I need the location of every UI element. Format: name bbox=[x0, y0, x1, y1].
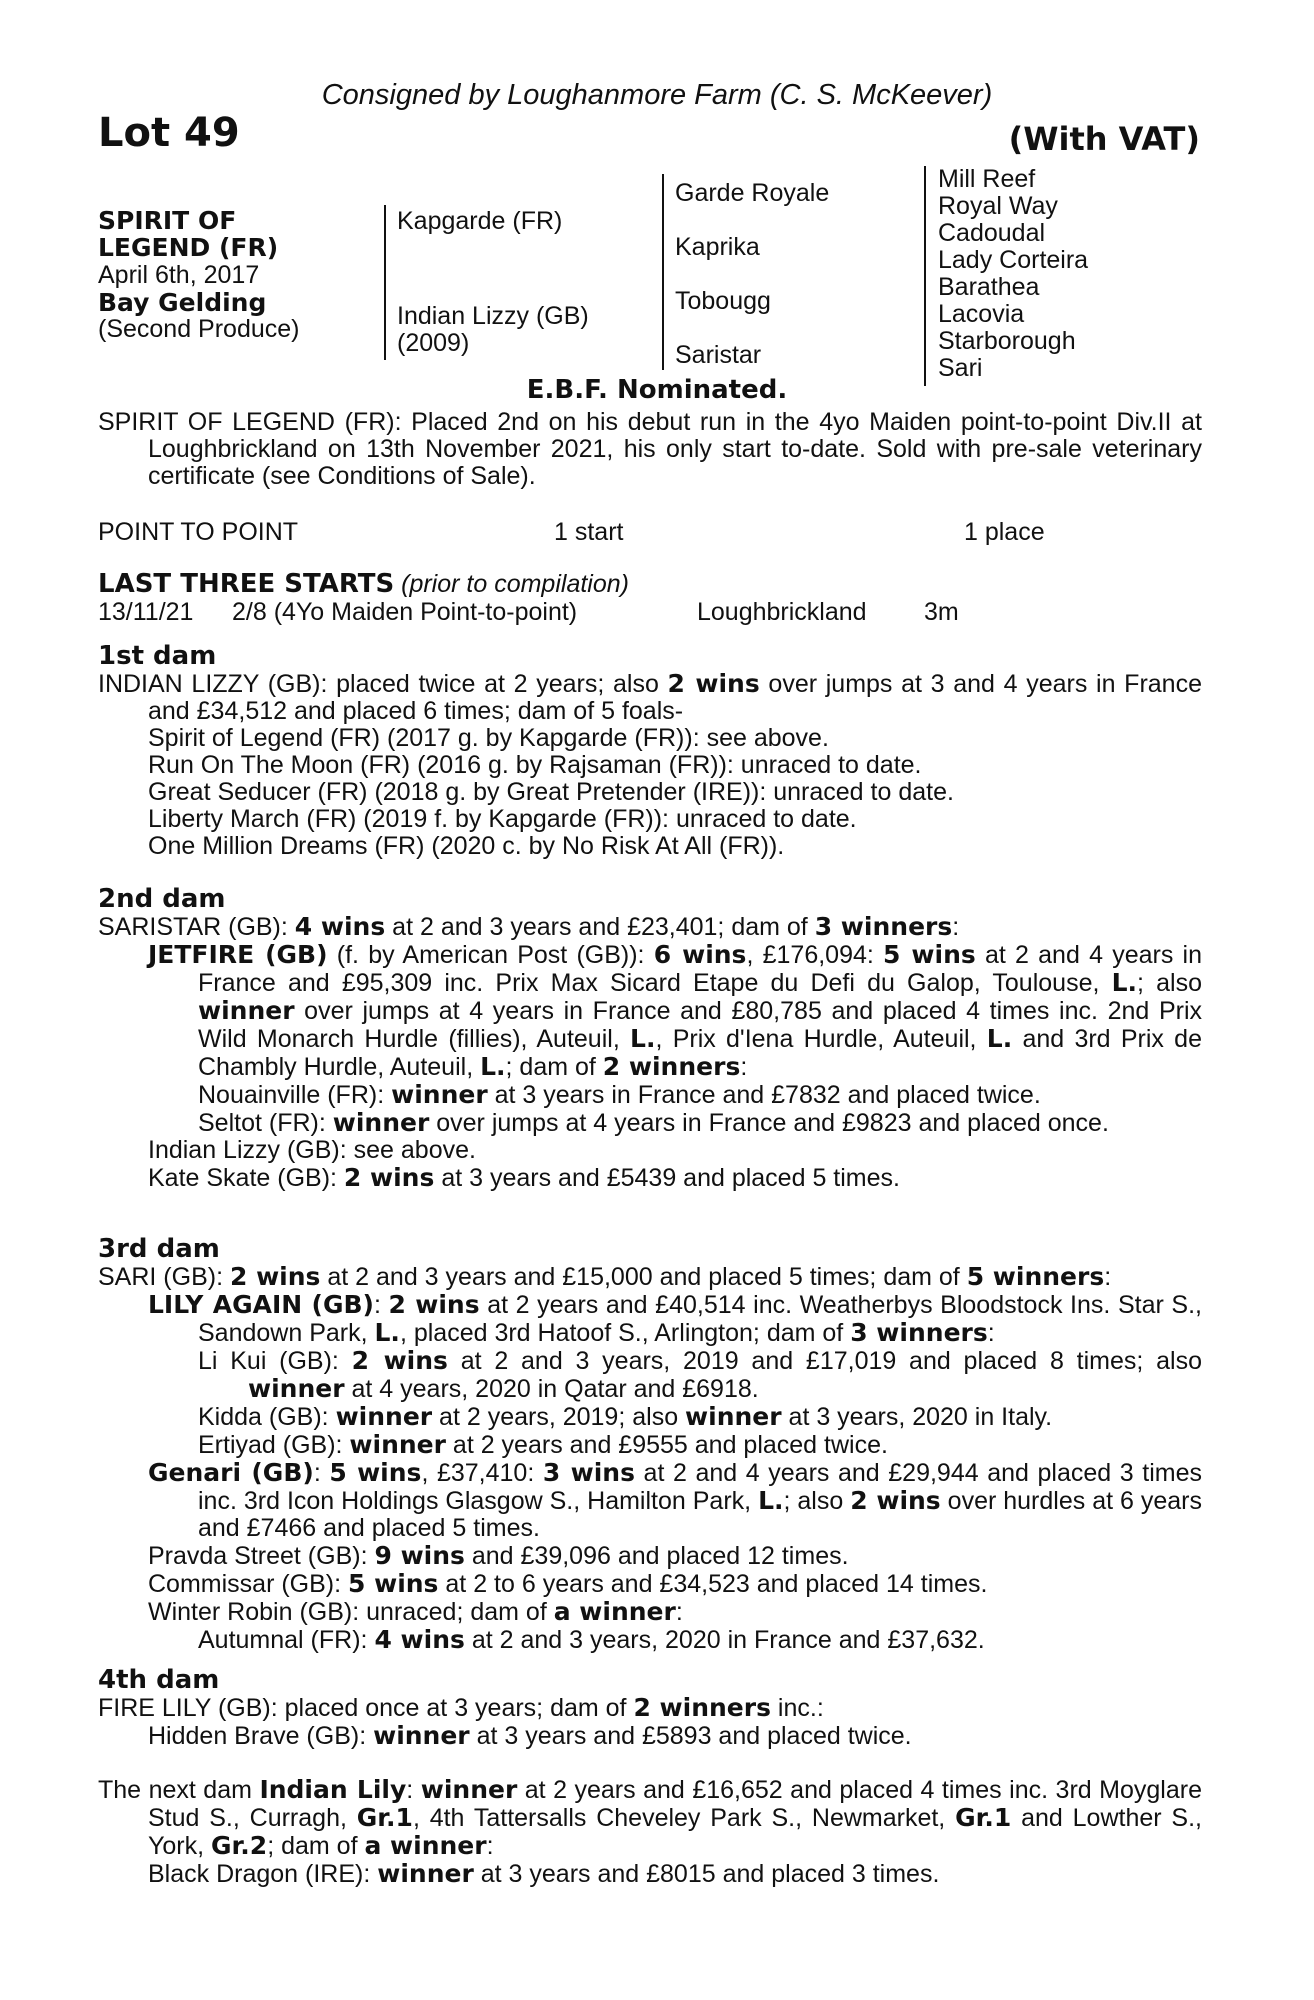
dam-record: The next dam Indian Lily: winner at 2 years and £16,652 and placed 4 times inc. 3rd Moyglare Stud S., Curragh, Gr.1, 4th Tattersalls Cheveley Park S., Newmarket, Gr.1 and Lowther S., York, Gr.2; dam of a winner: bbox=[98, 1775, 1202, 1860]
section-heading: 1st dam bbox=[98, 641, 217, 671]
start-distance: 3m bbox=[924, 598, 959, 626]
progeny-entry: JETFIRE (GB) (f. by American Post (GB)): 6 wins, £176,094: 5 wins at 2 and 4 years in France and £95,309 inc. Prix Max Sicard Etape du Defi du Galop, Toulouse, L.; also winner over jumps at 4 years in France and £80,785 and placed 4 times inc. 2nd Prix Wild Monarch Hurdle (fillies), Auteuil, L., Prix d'Iena Hurdle, Auteuil, L. and 3rd Prix de Chambly Hurdle, Auteuil, L.; dam of 2 winners: bbox=[148, 940, 1202, 1081]
pedigree-gen3: Starborough bbox=[938, 327, 1076, 355]
progeny-entry: Winter Robin (GB): unraced; dam of a winner: bbox=[148, 1597, 683, 1626]
section-heading: 2nd dam bbox=[98, 884, 226, 914]
horse-sex-colour: Bay Gelding bbox=[98, 288, 267, 317]
ebf-nominated: E.B.F. Nominated. bbox=[526, 375, 788, 405]
first-dam-section bbox=[98, 643, 1202, 860]
pedigree-gen2: Tobougg bbox=[675, 287, 771, 315]
dam-record: SARISTAR (GB): 4 wins at 2 and 3 years and £23,401; dam of 3 winners: bbox=[98, 912, 960, 941]
pedigree-gen3: Barathea bbox=[938, 273, 1040, 301]
pedigree-gen3: Cadoudal bbox=[938, 219, 1046, 247]
dam-record: FIRE LILY (GB): placed once at 3 years; dam of 2 winners inc.: bbox=[98, 1693, 824, 1722]
last-starts-heading bbox=[98, 571, 629, 598]
start-date: 13/11/21 bbox=[98, 598, 194, 626]
dam-record: SARI (GB): 2 wins at 2 and 3 years and £15,000 and placed 5 times; dam of 5 winners: bbox=[98, 1262, 1112, 1291]
last-starts-note: (prior to compilation) bbox=[401, 570, 629, 598]
foal-entry: Spirit of Legend (FR) (2017 g. by Kapgarde (FR)): see above. bbox=[148, 724, 829, 752]
dam-name: Indian Lizzy (GB) bbox=[397, 302, 589, 330]
record-starts: 1 start bbox=[554, 518, 624, 546]
progeny-entry: Ertiyad (GB): winner at 2 years and £9555 and placed twice. bbox=[198, 1430, 888, 1459]
foal-entry: Great Seducer (FR) (2018 g. by Great Pretender (IRE)): unraced to date. bbox=[148, 778, 954, 806]
pedigree-divider-1 bbox=[384, 205, 386, 360]
record-label: POINT TO POINT bbox=[98, 518, 299, 546]
section-heading: 4th dam bbox=[98, 1665, 220, 1695]
produce-note: (Second Produce) bbox=[98, 315, 300, 343]
progeny-entry: LILY AGAIN (GB): 2 wins at 2 years and £40,514 inc. Weatherbys Bloodstock Ins. Star S., Sandown Park, L., placed 3rd Hatoof S., Arlington; dam of 3 winners: bbox=[148, 1290, 1202, 1347]
foal-entry: Run On The Moon (FR) (2016 g. by Rajsaman (FR)): unraced to date. bbox=[148, 751, 922, 779]
foaling-date: April 6th, 2017 bbox=[98, 261, 260, 289]
record-places: 1 place bbox=[964, 518, 1045, 546]
pedigree-divider-2 bbox=[662, 174, 664, 370]
start-course: Loughbrickland bbox=[697, 598, 867, 626]
progeny-entry: Li Kui (GB): 2 wins at 2 and 3 years, 2019 and £17,019 and placed 8 times; also winner at 4 years, 2020 in Qatar and £6918. bbox=[198, 1346, 1202, 1403]
pedigree-gen3: Royal Way bbox=[938, 192, 1058, 220]
second-dam-section bbox=[98, 886, 1202, 1192]
consignor-line: Consigned by Loughanmore Farm (C. S. McKeever) bbox=[321, 79, 993, 111]
sire-name: Kapgarde (FR) bbox=[397, 207, 563, 235]
intro-section bbox=[98, 409, 1202, 490]
intro-paragraph: SPIRIT OF LEGEND (FR): Placed 2nd on his debut run in the 4yo Maiden point-to-point Div.II at Loughbrickland on 13th November 2021, his only start to-date. Sold with pre-sale veterinary certificate (see Conditions of Sale). bbox=[98, 408, 1202, 490]
progeny-entry: Hidden Brave (GB): winner at 3 years and £5893 and placed twice. bbox=[148, 1721, 912, 1750]
progeny-entry: Kidda (GB): winner at 2 years, 2019; also winner at 3 years, 2020 in Italy. bbox=[198, 1402, 1053, 1431]
progeny-entry: Pravda Street (GB): 9 wins and £39,096 and placed 12 times. bbox=[148, 1541, 849, 1570]
progeny-entry: Nouainville (FR): winner at 3 years in France and £7832 and placed twice. bbox=[198, 1080, 1041, 1109]
next-dam-section bbox=[98, 1776, 1202, 1888]
pedigree-gen2: Saristar bbox=[675, 341, 762, 369]
pedigree-gen3: Lacovia bbox=[938, 300, 1025, 328]
section-heading: 3rd dam bbox=[98, 1234, 220, 1264]
fourth-dam-section bbox=[98, 1667, 1202, 1750]
last-starts-title: LAST THREE STARTS bbox=[98, 569, 395, 599]
pedigree-gen2: Kaprika bbox=[675, 233, 760, 261]
pedigree-gen3: Sari bbox=[938, 354, 983, 382]
progeny-entry: Seltot (FR): winner over jumps at 4 years in France and £9823 and placed once. bbox=[198, 1108, 1109, 1137]
vat-note: (With VAT) bbox=[1008, 120, 1200, 158]
foal-entry: One Million Dreams (FR) (2020 c. by No Risk At All (FR)). bbox=[148, 832, 785, 860]
dam-year: (2009) bbox=[397, 329, 470, 357]
start-race: 2/8 (4Yo Maiden Point-to-point) bbox=[232, 598, 578, 626]
dam-record: INDIAN LIZZY (GB): placed twice at 2 years; also 2 wins over jumps at 3 and 4 years in France and £34,512 and placed 6 times; dam of 5 foals- bbox=[98, 669, 1202, 725]
progeny-entry: Black Dragon (IRE): winner at 3 years and £8015 and placed 3 times. bbox=[148, 1859, 940, 1888]
progeny-entry: Genari (GB): 5 wins, £37,410: 3 wins at 2 and 4 years and £29,944 and placed 3 times inc. 3rd Icon Holdings Glasgow S., Hamilton Park, L.; also 2 wins over hurdles at 6 years and £7466 and placed 5 times. bbox=[148, 1458, 1203, 1542]
foal-entry: Liberty March (FR) (2019 f. by Kapgarde (FR)): unraced to date. bbox=[148, 805, 857, 833]
progeny-entry: Kate Skate (GB): 2 wins at 3 years and £5439 and placed 5 times. bbox=[148, 1163, 900, 1192]
horse-name-line1: SPIRIT OF bbox=[98, 206, 237, 235]
lot-number: Lot 49 bbox=[98, 110, 240, 156]
pedigree-gen3: Lady Corteira bbox=[938, 246, 1089, 274]
third-dam-section bbox=[98, 1236, 1202, 1654]
pedigree-gen3: Mill Reef bbox=[938, 165, 1036, 193]
pedigree-divider-3 bbox=[924, 166, 926, 386]
progeny-entry: Indian Lizzy (GB): see above. bbox=[148, 1136, 476, 1164]
progeny-entry: Autumnal (FR): 4 wins at 2 and 3 years, 2020 in France and £37,632. bbox=[198, 1625, 985, 1654]
progeny-entry: Commissar (GB): 5 wins at 2 to 6 years and £34,523 and placed 14 times. bbox=[148, 1569, 988, 1598]
horse-name-line2: LEGEND (FR) bbox=[98, 233, 279, 262]
pedigree-gen2: Garde Royale bbox=[675, 179, 830, 207]
